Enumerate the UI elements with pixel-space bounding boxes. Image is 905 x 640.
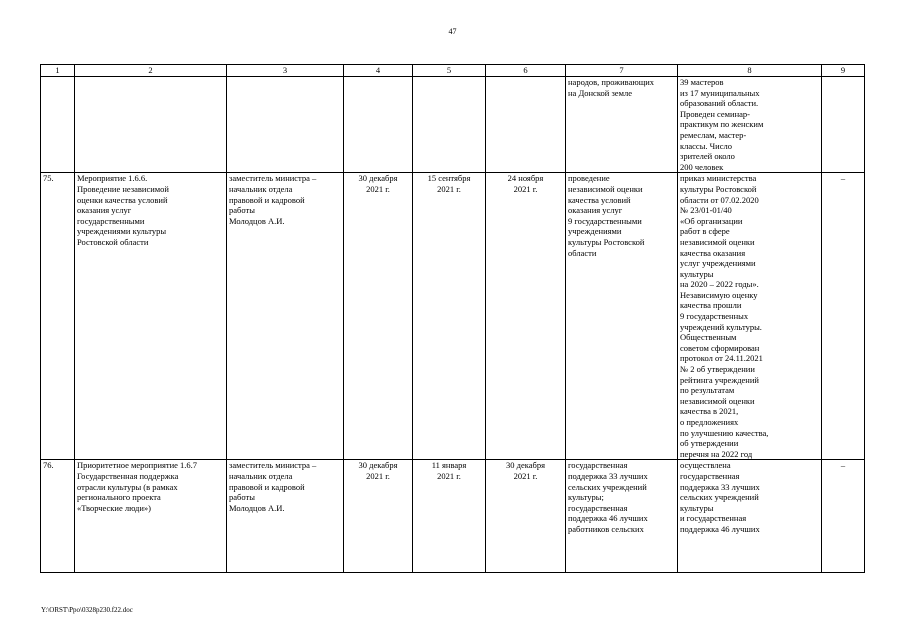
text-line: 9 государственных <box>680 311 749 322</box>
text-line: учреждений культуры. <box>680 321 762 332</box>
text-line: начальник отдела <box>229 470 293 481</box>
text-line: классы. Число <box>680 140 732 151</box>
table-row-76 <box>41 460 865 573</box>
text-line: независимой оценки <box>568 183 643 194</box>
text-line: работников сельских <box>568 523 644 534</box>
header-cell: 9 <box>822 65 865 77</box>
text-line: работ в сфере <box>680 226 730 237</box>
text-line: 2021 г. <box>437 470 461 481</box>
text-line: 2021 г. <box>437 183 461 194</box>
text-line: учреждениями культуры <box>77 226 167 237</box>
cell-start-date <box>413 460 486 573</box>
row-number: 76. <box>41 460 75 573</box>
text-line: работы <box>229 205 255 216</box>
text-line: народов, проживающих <box>568 77 655 87</box>
cell-responsible <box>227 460 344 573</box>
cell-end-date <box>486 460 566 573</box>
text-line: проведение <box>568 173 610 184</box>
header-cell: 5 <box>413 65 486 77</box>
header-cell: 7 <box>566 65 678 77</box>
text-line: Государственная поддержка <box>77 470 179 481</box>
events-table <box>40 64 865 573</box>
text-line: 200 человек <box>680 161 724 172</box>
text-line: культуры Ростовской <box>680 183 757 194</box>
cell-notes: – <box>822 460 865 573</box>
header-cell: 4 <box>344 65 413 77</box>
header-cell: 1 <box>41 65 75 77</box>
text-line: государственная <box>680 470 740 481</box>
text-line: правовой и кадровой <box>229 194 305 205</box>
cell-responsible <box>227 173 344 460</box>
text-line: Общественным <box>680 332 737 343</box>
header-cell: 8 <box>678 65 822 77</box>
text-line: правовой и кадровой <box>229 481 305 492</box>
text-line: услуг учреждениями <box>680 258 756 269</box>
text-line: Проведен семинар- <box>680 108 751 119</box>
text-line: 30 декабря <box>506 460 545 471</box>
text-line: работы <box>229 492 255 503</box>
header-cell: 3 <box>227 65 344 77</box>
text-line: 2021 г. <box>366 183 390 194</box>
text-line: оказания услуг <box>568 205 623 216</box>
cell-start-date <box>413 173 486 460</box>
text-line: заместитель министра – <box>229 460 317 471</box>
text-line: № 2 об утверждении <box>680 364 755 375</box>
text-line: из 17 муниципальных <box>680 87 760 98</box>
text-line: перечня на 2022 год <box>680 448 753 459</box>
text-line: 24 ноября <box>507 173 544 184</box>
text-line: 2021 г. <box>366 470 390 481</box>
text-line: области <box>568 247 597 258</box>
header-cell: 2 <box>75 65 227 77</box>
text-line: Независимую оценку <box>680 289 758 300</box>
text-line: заместитель министра – <box>229 173 317 184</box>
footer-file-path: Y:\ORST\Ppo\0328p230.f22.doc <box>41 606 133 614</box>
text-line: о предложениях <box>680 417 739 427</box>
text-line: учреждениями <box>568 226 622 237</box>
text-line: Молодцов А.И. <box>229 215 285 226</box>
text-line: качества в 2021, <box>680 406 739 417</box>
text-line: государственная <box>568 460 628 471</box>
cell-end-date <box>486 173 566 460</box>
text-line: государственная <box>568 502 628 513</box>
text-line: области от 07.02.2020 <box>680 194 759 205</box>
text-line: качества оказания <box>680 247 746 258</box>
text-line: культуры <box>680 268 714 279</box>
text-line: отрасли культуры (в рамках <box>77 481 178 492</box>
text-line: 2021 г. <box>513 183 538 194</box>
text-line: практикум по женским <box>680 119 764 130</box>
text-line: поддержка 33 лучших <box>568 470 648 481</box>
text-line: поддержка 46 лучших <box>568 513 648 524</box>
text-line: Проведение независимой <box>77 183 169 194</box>
text-line: независимой оценки <box>680 395 755 406</box>
text-line: поддержка 33 лучших <box>680 481 760 492</box>
text-line: Мероприятие 1.6.6. <box>77 173 148 184</box>
text-line: качества прошли <box>680 300 742 311</box>
text-line: поддержка 46 лучших <box>680 523 760 534</box>
cell-result-plan <box>566 460 678 573</box>
text-line: 9 государственными <box>568 215 642 226</box>
table-row-continued <box>41 77 865 173</box>
text-line: оценки качества условий <box>77 194 168 205</box>
text-line: 39 мастеров <box>680 77 724 87</box>
cell-result-plan <box>566 173 678 460</box>
page-number: 47 <box>448 27 457 36</box>
text-line: и государственная <box>680 513 747 524</box>
text-line: «Об организации <box>680 215 743 226</box>
text-line: культуры; <box>568 492 604 503</box>
text-line: советом сформирован <box>680 342 760 353</box>
text-line: государственными <box>77 215 145 226</box>
cell-result-actual <box>678 173 822 460</box>
text-line: сельских учреждений <box>568 481 647 492</box>
text-line: Молодцов А.И. <box>229 502 285 513</box>
table-row-75 <box>41 173 865 460</box>
header-cell: 6 <box>486 65 566 77</box>
text-line: «Творческие люди») <box>77 502 151 513</box>
text-line: приказ министерства <box>680 173 757 184</box>
text-line: культуры Ростовской <box>568 236 645 247</box>
text-line: Ростовской области <box>77 236 149 247</box>
cell-event-name <box>75 173 227 460</box>
text-line: 30 декабря <box>358 460 398 471</box>
text-line: культуры <box>680 502 714 513</box>
cell-planned-date <box>344 173 413 460</box>
text-line: 30 декабря <box>358 173 398 184</box>
text-line: 2021 г. <box>513 470 538 481</box>
text-line: об утверждении <box>680 438 739 449</box>
cell-result-actual <box>678 77 822 173</box>
text-line: 11 января <box>431 460 467 471</box>
cell-result-actual <box>678 460 822 573</box>
text-line: протокол от 24.11.2021 <box>680 353 763 364</box>
text-line: Приоритетное мероприятие 1.6.7 <box>77 460 198 471</box>
text-line: на 2020 – 2022 годы». <box>680 279 759 290</box>
text-line: по результатам <box>680 385 735 396</box>
row-number: 75. <box>41 173 75 460</box>
column-number-row <box>41 65 865 77</box>
text-line: рейтинга учреждений <box>680 374 759 385</box>
cell-result-plan <box>566 77 678 173</box>
cell-notes: – <box>822 173 865 460</box>
text-line: ремеслам, мастер- <box>680 129 747 140</box>
text-line: оказания услуг <box>77 205 132 216</box>
cell-event-name <box>75 460 227 573</box>
text-line: начальник отдела <box>229 183 293 194</box>
text-line: регионального проекта <box>77 492 161 503</box>
text-line: № 23/01-01/40 <box>680 205 732 216</box>
text-line: независимой оценки <box>680 236 755 247</box>
text-line: осуществлена <box>680 460 731 471</box>
text-line: 15 сентября <box>427 173 471 184</box>
text-line: образований области. <box>680 98 759 109</box>
text-line: по улучшению качества, <box>680 427 769 438</box>
cell-planned-date <box>344 460 413 573</box>
text-line: зрителей около <box>680 151 735 162</box>
text-line: на Донской земле <box>568 87 632 98</box>
text-line: сельских учреждений <box>680 492 759 503</box>
text-line: качества условий <box>568 194 631 205</box>
